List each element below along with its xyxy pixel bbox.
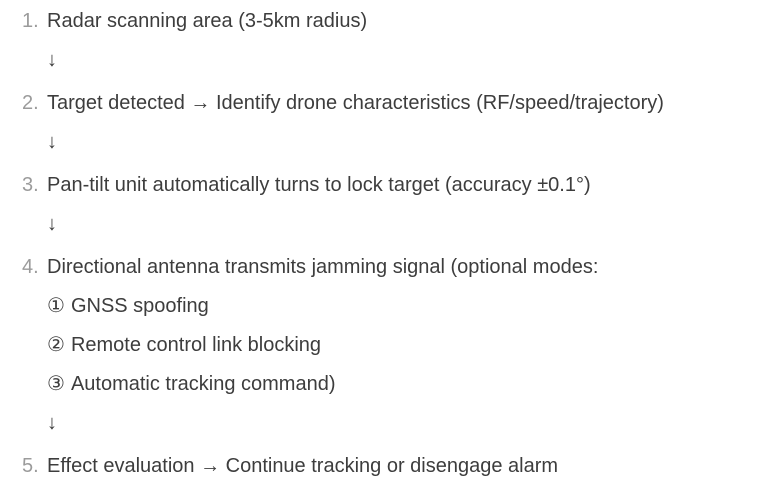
step-line [22, 248, 779, 287]
down-arrow-icon: ↓ [47, 49, 57, 71]
step-text: Pan-tilt unit automatically turns to lock target (accuracy ±0.1°) [47, 174, 591, 196]
step-line [22, 2, 779, 41]
step-text: Radar scanning area (3-5km radius) [47, 10, 368, 32]
step-line [22, 84, 779, 123]
sub-item [47, 326, 779, 365]
circled-number-icon: ② [47, 334, 65, 356]
sub-item [47, 287, 779, 326]
list-item [22, 2, 779, 80]
list-item [22, 166, 779, 244]
circled-number-icon: ③ [47, 373, 65, 395]
list-item [22, 447, 779, 486]
list-item [22, 248, 779, 443]
step-line [22, 166, 779, 205]
step-text: Effect evaluation → Continue tracking or disengage alarm [47, 455, 559, 477]
sub-item-text: GNSS spoofing [70, 295, 209, 317]
down-arrow-icon: ↓ [47, 213, 57, 235]
step-number: 4. [22, 256, 39, 278]
step-text: Target detected → Identify drone characteristics (RF/speed/trajectory) [47, 92, 664, 114]
step-number: 1. [22, 10, 39, 32]
down-arrow-icon: ↓ [47, 131, 57, 153]
sub-item-text: Remote control link blocking [70, 334, 322, 356]
step-number: 2. [22, 92, 39, 114]
sub-item-text: Automatic tracking command) [70, 373, 336, 395]
step-line [22, 447, 779, 486]
circled-number-icon: ① [47, 295, 65, 317]
down-arrow-icon: ↓ [47, 412, 57, 434]
step-number: 3. [22, 174, 39, 196]
step-number: 5. [22, 455, 39, 477]
workflow-list [22, 2, 779, 486]
step-text: Directional antenna transmits jamming signal (optional modes: [47, 256, 599, 278]
list-item [22, 84, 779, 162]
sub-item [47, 365, 779, 404]
